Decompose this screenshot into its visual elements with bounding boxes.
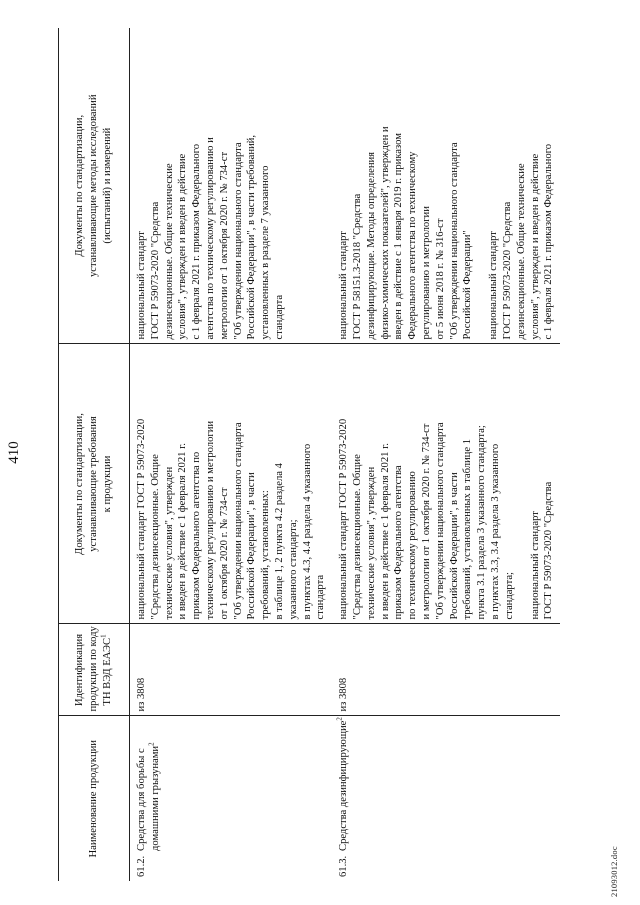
text-line: по техническому регулированию	[407, 471, 419, 620]
text-line: приказом Федерального агентства	[393, 465, 405, 620]
text-line: ГОСТ Р 59073-2020 "Средства	[149, 201, 161, 340]
product-code-cell: из 3808	[130, 624, 333, 716]
header-product-code: Идентификация продукции по коду ТН ВЭД ЕАЭС$^1$	[59, 624, 130, 716]
text-line: стандарта	[273, 294, 285, 340]
text-line: "Об утверждении национального стандарта	[448, 142, 460, 340]
text-line: в пунктах 3.3, 3.4 раздела 3 указанного	[489, 443, 501, 620]
header-requirement-docs: Документы по стандартизации, устанавливающие требования к продукции	[59, 344, 130, 624]
text-line: дезинсекционные. Общие технические	[515, 163, 527, 340]
text-line: от 1 октября 2020 г. № 734-ст	[218, 487, 230, 620]
text-line: национальный стандарт ГОСТ Р 59073-2020	[136, 418, 147, 620]
product-name-cell: 61.3.Средства дезинфицирующие$^2$	[335, 717, 350, 877]
text-line: в таблице 1, 2 пункта 4.2 раздела 4	[273, 463, 285, 620]
text-line: "Средства дезинсекционные. Общие	[149, 454, 161, 620]
text-line: требований, установленных:	[260, 490, 272, 620]
text-line: в пунктах 4.3, 4.4 раздела 4 указанного	[301, 443, 313, 620]
text-line: национальный стандарт	[136, 231, 147, 340]
text-line: национальный стандарт	[529, 511, 541, 620]
method-docs-cell	[130, 28, 333, 344]
text-line: ГОСТ Р 59073-2020 "Средства	[501, 201, 513, 340]
page-number: 410	[6, 441, 22, 464]
text-line: "Средства дезинсекционные. Общие	[351, 454, 363, 620]
text-line: агентства по техническому регулированию и	[204, 137, 216, 340]
text-line: национальный стандарт	[338, 231, 350, 340]
text-line: Российской Федерации", в части	[246, 472, 258, 620]
text-line: и введен в действие с 1 февраля 2021 г.	[177, 443, 189, 620]
text-line: стандарта;	[503, 572, 515, 620]
text-line: условия", утвержден и введен в действие	[529, 153, 541, 340]
text-line: дезинсекционные. Общие технические	[163, 163, 175, 340]
text-line: указанного стандарта;	[287, 519, 299, 620]
text-line: и введен в действие с 1 февраля 2021 г.	[379, 443, 391, 620]
text-line: национальный стандарт ГОСТ Р 59073-2020	[338, 418, 350, 620]
product-name-cell: 61.2.Средства для борьбы с домашними грызунами$^2$	[136, 742, 161, 877]
text-line: метрологии от 1 октября 2020 г. № 734-ст	[218, 151, 230, 340]
table-header-row	[59, 28, 130, 881]
text-line: регулированию и метрологии	[420, 206, 432, 340]
text-line: с 1 февраля 2021 г. приказом Федерального	[191, 143, 203, 340]
text-line: Российской Федерации", в части требований,	[246, 134, 258, 340]
header-method-docs: Документы по стандартизации, устанавливающие методы исследований (испытаний) и измерений	[59, 28, 130, 344]
table-row	[130, 28, 333, 881]
text-line: установленных в разделе 7 указанного	[260, 165, 272, 340]
text-line: стандарта	[315, 574, 327, 620]
method-docs-cell	[332, 28, 560, 344]
text-line: с 1 февраля 2021 г. приказом Федерального	[543, 143, 555, 340]
document-id: 21093012.doc	[609, 846, 619, 897]
text-line: техническому регулированию и метрологии	[204, 420, 216, 620]
text-line: от 5 июня 2018 г. № 316-ст	[434, 218, 446, 340]
text-line: ГОСТ Р 58151.3-2018 "Средства	[351, 193, 363, 340]
text-line: введен в действие с 1 января 2019 г. приказом	[393, 133, 405, 340]
text-line: приказом Федерального агентства по	[191, 451, 203, 620]
text-line: технические условия", утвержден	[365, 466, 377, 620]
text-line: Федерального агентства по техническому	[407, 151, 419, 340]
text-line: "Об утверждении национального стандарта	[232, 422, 244, 620]
text-line: и метрологии от 1 октября 2020 г. № 734-ст	[420, 423, 432, 620]
text-line: условия", утвержден и введен в действие	[177, 153, 189, 340]
requirement-docs-cell	[332, 344, 560, 624]
text-line: требований, установленных в таблице 1	[462, 438, 474, 620]
header-product-name: Наименование продукции	[59, 716, 130, 881]
text-line: дезинфицирующие. Методы определения	[365, 151, 377, 340]
standards-table	[58, 28, 560, 881]
text-line: пункта 3.1 раздела 3 указанного стандарта;	[476, 425, 488, 620]
text-line: физико-химических показателей", утвержден и	[379, 126, 391, 340]
text-line: "Об утверждении национального стандарта	[232, 142, 244, 340]
requirement-docs-cell	[130, 344, 333, 624]
text-line: "Об утверждении национального стандарта	[434, 422, 446, 620]
text-line: национальный стандарт	[488, 231, 500, 340]
text-line: ГОСТ Р 59073-2020 "Средства	[543, 481, 555, 620]
text-line: Российской Федерации"	[462, 230, 474, 340]
text-line: технические условия", утвержден	[163, 466, 175, 620]
text-line: Российской Федерации", в части	[448, 472, 460, 620]
table-row	[332, 28, 560, 881]
product-code-cell: из 3808	[332, 624, 560, 716]
